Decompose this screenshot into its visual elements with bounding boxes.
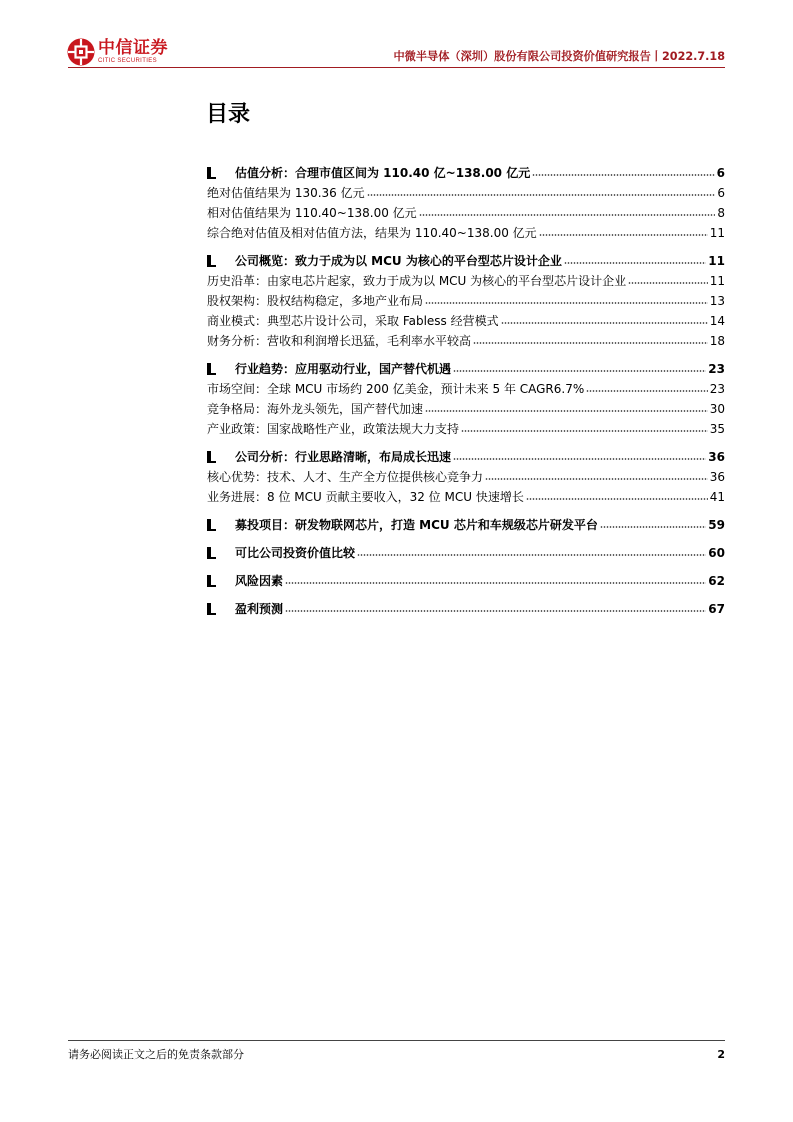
- toc-entry-page-number: 36: [709, 470, 725, 484]
- toc-subsection-entry[interactable]: [207, 183, 725, 203]
- toc-entry-title: 估值分析：合理市值区间为 110.40 亿~138.00 亿元: [235, 166, 531, 180]
- toc-dot-leader: [628, 281, 708, 285]
- toc-entry-page-number: 18: [709, 334, 725, 348]
- toc-entry-page-number: 8: [717, 206, 725, 220]
- toc-dot-leader: [425, 409, 708, 413]
- toc-dot-leader: [367, 193, 716, 197]
- toc-entry-page-number: 6: [717, 186, 725, 200]
- section-marker-icon: [207, 255, 216, 267]
- toc-entry-page-number: 59: [708, 518, 725, 532]
- section-marker-icon: [207, 575, 216, 587]
- section-marker-icon: [207, 519, 216, 531]
- toc-section-entry[interactable]: [207, 599, 725, 619]
- toc-subsection-entry[interactable]: [207, 311, 725, 331]
- toc-dot-leader: [453, 457, 706, 461]
- toc-dot-leader: [539, 233, 708, 237]
- toc-entry-title: 公司概览：致力于成为以 MCU 为核心的平台型芯片设计企业: [235, 254, 562, 268]
- toc-entry-page-number: 60: [708, 546, 725, 560]
- toc-dot-leader: [425, 301, 708, 305]
- toc-subsection-entry[interactable]: [207, 379, 725, 399]
- section-marker-icon: [207, 167, 216, 179]
- toc-entry-page-number: 23: [709, 382, 725, 396]
- toc-entry-title: 综合绝对估值及相对估值方法，结果为 110.40~138.00 亿元: [207, 226, 537, 240]
- logo-wordmark: [98, 39, 168, 65]
- toc-section-entry[interactable]: [207, 515, 725, 535]
- toc-entry-title: 核心优势：技术、人才、生产全方位提供核心竞争力: [207, 470, 484, 484]
- toc-subsection-entry[interactable]: [207, 223, 725, 243]
- toc-entry-page-number: 13: [709, 294, 725, 308]
- toc-entry-title: 业务进展：8 位 MCU 贡献主要收入，32 位 MCU 快速增长: [207, 490, 524, 504]
- toc-entry-page-number: 30: [709, 402, 725, 416]
- toc-section-entry[interactable]: [207, 359, 725, 379]
- toc-entry-page-number: 14: [709, 314, 725, 328]
- toc-dot-leader: [419, 213, 716, 217]
- toc-subsection-entry[interactable]: [207, 271, 725, 291]
- toc-entry-title: 风险因素: [235, 574, 284, 588]
- toc-dot-leader: [501, 321, 708, 325]
- section-marker-icon: [207, 603, 216, 615]
- toc-dot-leader: [473, 341, 708, 345]
- toc-entry-page-number: 36: [708, 450, 725, 464]
- toc-entry-title: 股权架构：股权结构稳定，多地产业布局: [207, 294, 424, 308]
- toc-entry-title: 募投项目：研发物联网芯片，打造 MCU 芯片和车规级芯片研发平台: [235, 518, 598, 532]
- logo-english-name: CITIC SECURITIES: [98, 58, 157, 64]
- toc-subsection-entry[interactable]: [207, 291, 725, 311]
- toc-dot-leader: [461, 429, 708, 433]
- toc-section-entry[interactable]: [207, 543, 725, 563]
- table-of-contents: [207, 163, 725, 619]
- section-marker-icon: [207, 547, 216, 559]
- footer-disclaimer: 请务必阅读正文之后的免责条款部分: [68, 1048, 244, 1061]
- toc-subsection-entry[interactable]: [207, 419, 725, 439]
- header-rule: [68, 67, 725, 68]
- toc-dot-leader: [285, 581, 706, 585]
- toc-entry-page-number: 11: [709, 274, 725, 288]
- toc-dot-leader: [357, 553, 706, 557]
- toc-entry-page-number: 67: [708, 602, 725, 616]
- toc-entry-page-number: 11: [708, 254, 725, 268]
- toc-section-entry[interactable]: [207, 163, 725, 183]
- toc-subsection-entry[interactable]: [207, 487, 725, 507]
- toc-entry-page-number: 62: [708, 574, 725, 588]
- report-header-title: [393, 50, 725, 64]
- toc-entry-page-number: 23: [708, 362, 725, 376]
- toc-section-entry[interactable]: [207, 251, 725, 271]
- toc-entry-title: 行业趋势：应用驱动行业，国产替代机遇: [235, 362, 452, 376]
- toc-dot-leader: [586, 389, 707, 393]
- section-marker-icon: [207, 451, 216, 463]
- toc-subsection-entry[interactable]: [207, 399, 725, 419]
- toc-entry-page-number: 11: [709, 226, 725, 240]
- toc-dot-leader: [285, 609, 706, 613]
- citic-emblem-icon: [67, 38, 95, 66]
- toc-entry-title: 市场空间：全球 MCU 市场约 200 亿美金，预计未来 5 年 CAGR6.7%: [207, 382, 585, 396]
- toc-section-entry[interactable]: [207, 571, 725, 591]
- toc-subsection-entry[interactable]: [207, 331, 725, 351]
- header-separator: 丨: [650, 50, 662, 63]
- toc-entry-page-number: 35: [709, 422, 725, 436]
- toc-entry-page-number: 41: [709, 490, 725, 504]
- page-number: 2: [717, 1048, 725, 1061]
- toc-dot-leader: [526, 497, 708, 501]
- toc-entry-title: 相对估值结果为 110.40~138.00 亿元: [207, 206, 417, 220]
- footer-rule: [68, 1040, 725, 1041]
- toc-dot-leader: [564, 261, 706, 265]
- toc-entry-page-number: 6: [716, 166, 725, 180]
- toc-dot-leader: [532, 173, 714, 177]
- toc-entry-title: 绝对估值结果为 130.36 亿元: [207, 186, 365, 200]
- toc-entry-title: 可比公司投资价值比较: [235, 546, 356, 560]
- toc-entry-title: 历史沿革：由家电芯片起家，致力于成为以 MCU 为核心的平台型芯片设计企业: [207, 274, 627, 288]
- toc-entry-title: 财务分析：营收和利润增长迅猛，毛利率水平较高: [207, 334, 472, 348]
- toc-entry-title: 竞争格局：海外龙头领先，国产替代加速: [207, 402, 424, 416]
- toc-entry-title: 产业政策：国家战略性产业，政策法规大力支持: [207, 422, 460, 436]
- toc-title: 目录: [206, 102, 251, 127]
- toc-subsection-entry[interactable]: [207, 203, 725, 223]
- toc-dot-leader: [453, 369, 706, 373]
- toc-section-entry[interactable]: [207, 447, 725, 467]
- section-marker-icon: [207, 363, 216, 375]
- logo-chinese-name: 中信证券: [98, 38, 168, 58]
- toc-dot-leader: [485, 477, 708, 481]
- report-date: 2022.7.18: [662, 50, 725, 63]
- report-title-text: 中微半导体（深圳）股份有限公司投资价值研究报告: [393, 50, 651, 63]
- toc-entry-title: 盈利预测: [235, 602, 284, 616]
- toc-dot-leader: [600, 525, 706, 529]
- toc-entry-title: 商业模式：典型芯片设计公司，采取 Fabless 经营模式: [207, 314, 499, 328]
- toc-subsection-entry[interactable]: [207, 467, 725, 487]
- toc-entry-title: 公司分析：行业思路清晰，布局成长迅速: [235, 450, 452, 464]
- citic-logo: [67, 37, 168, 67]
